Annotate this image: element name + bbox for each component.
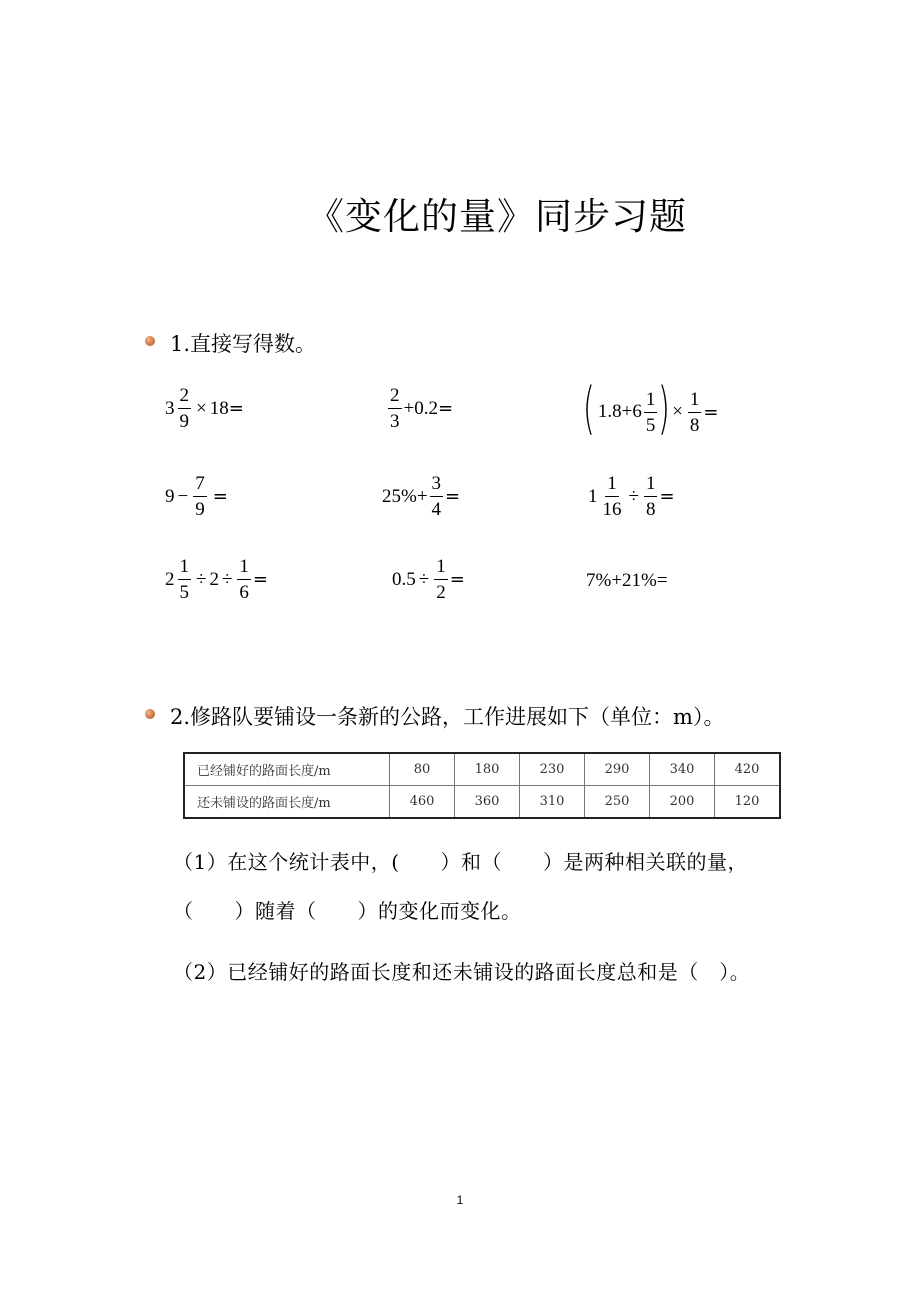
math-item-b bbox=[386, 386, 453, 431]
equals-sign: = bbox=[212, 486, 228, 507]
fraction: $\frac{3}{4}$ bbox=[431, 473, 442, 520]
sub-question-1-line-2: （ ）随着（ ）的变化而变化。 bbox=[173, 899, 522, 923]
statistics-table bbox=[183, 752, 781, 819]
row-label: 还未铺设的路面长度/m bbox=[184, 786, 390, 819]
math-item-d bbox=[165, 474, 228, 519]
fraction: $\frac{7}{9}$ bbox=[195, 473, 205, 520]
math-item-f bbox=[588, 474, 675, 519]
operator: ÷ bbox=[196, 568, 207, 590]
operator: ÷ bbox=[418, 568, 430, 590]
whole-number: 1 bbox=[588, 485, 598, 507]
operand: +0.2 bbox=[403, 397, 438, 419]
operator: − bbox=[177, 485, 189, 507]
equals-sign: = bbox=[445, 486, 461, 507]
fraction: $\frac{1}{8}$ bbox=[645, 473, 656, 520]
table-row bbox=[184, 786, 780, 819]
equals-sign: = bbox=[659, 486, 675, 507]
bullet-icon bbox=[145, 709, 155, 719]
table-cell: 360 bbox=[455, 786, 520, 819]
equals-sign: = bbox=[252, 569, 268, 590]
operand: 2 bbox=[209, 568, 219, 590]
operator: ÷ bbox=[628, 485, 639, 507]
row-label: 已经铺好的路面长度/m bbox=[184, 753, 390, 786]
table-cell: 120 bbox=[715, 786, 781, 819]
math-item-e bbox=[382, 474, 460, 519]
fraction: $\frac{1}{5}$ bbox=[645, 388, 656, 436]
table-cell: 420 bbox=[715, 753, 781, 786]
table-cell: 460 bbox=[390, 786, 455, 819]
fraction: $\frac{1}{16}$ bbox=[602, 473, 622, 520]
math-item-c bbox=[582, 376, 719, 441]
right-paren: ) bbox=[658, 376, 671, 441]
question-1-heading: 1.直接写得数。 bbox=[170, 332, 317, 356]
math-item-g bbox=[165, 557, 268, 602]
left-paren: ( bbox=[582, 376, 595, 441]
table-cell: 310 bbox=[520, 786, 585, 819]
equals-sign: = bbox=[437, 398, 454, 419]
page-title: 《变化的量》同步习题 bbox=[307, 195, 687, 238]
fraction: $\frac{2}{9}$ bbox=[179, 385, 189, 432]
operator: ÷ bbox=[221, 568, 233, 590]
sub-question-2: （2）已经铺好的路面长度和还未铺设的路面长度总和是（ ）。 bbox=[173, 960, 751, 984]
sub-question-1-line-1: （1）在这个统计表中，( ）和（ ）是两种相关联的量， bbox=[173, 850, 749, 874]
table-cell: 230 bbox=[520, 753, 585, 786]
equals-sign: = bbox=[228, 398, 244, 419]
operand: 0.5 bbox=[392, 568, 416, 590]
fraction: $\frac{1}{5}$ bbox=[179, 556, 189, 603]
expression: 7%+21%= bbox=[586, 570, 668, 591]
whole-number: 2 bbox=[165, 568, 175, 590]
operand: 25%+ bbox=[382, 485, 428, 507]
table-cell: 80 bbox=[390, 753, 455, 786]
operand: 1.8+6 bbox=[597, 401, 642, 422]
table-cell: 200 bbox=[650, 786, 715, 819]
fraction: $\frac{1}{2}$ bbox=[436, 556, 446, 603]
math-item-h bbox=[392, 557, 465, 602]
math-item-i bbox=[586, 570, 668, 592]
equals-sign: = bbox=[703, 401, 719, 423]
question-2-heading: 2.修路队要铺设一条新的公路，工作进展如下（单位：m）。 bbox=[170, 705, 725, 729]
page-number: 1 bbox=[456, 1193, 464, 1207]
operator: × bbox=[196, 397, 207, 419]
math-item-a bbox=[165, 386, 244, 431]
table-row bbox=[184, 753, 780, 786]
operator: × bbox=[672, 401, 683, 422]
table-cell: 180 bbox=[455, 753, 520, 786]
bullet-icon bbox=[145, 336, 155, 346]
fraction: $\frac{1}{8}$ bbox=[689, 388, 700, 436]
table-cell: 250 bbox=[585, 786, 650, 819]
operand: 9 bbox=[165, 485, 175, 507]
table-cell: 340 bbox=[650, 753, 715, 786]
whole-number: 3 bbox=[165, 397, 175, 419]
fraction: $\frac{2}{3}$ bbox=[390, 385, 400, 432]
fraction: $\frac{1}{6}$ bbox=[239, 556, 249, 603]
equals-sign: = bbox=[449, 569, 465, 590]
table-cell: 290 bbox=[585, 753, 650, 786]
operand: 18 bbox=[209, 397, 229, 419]
